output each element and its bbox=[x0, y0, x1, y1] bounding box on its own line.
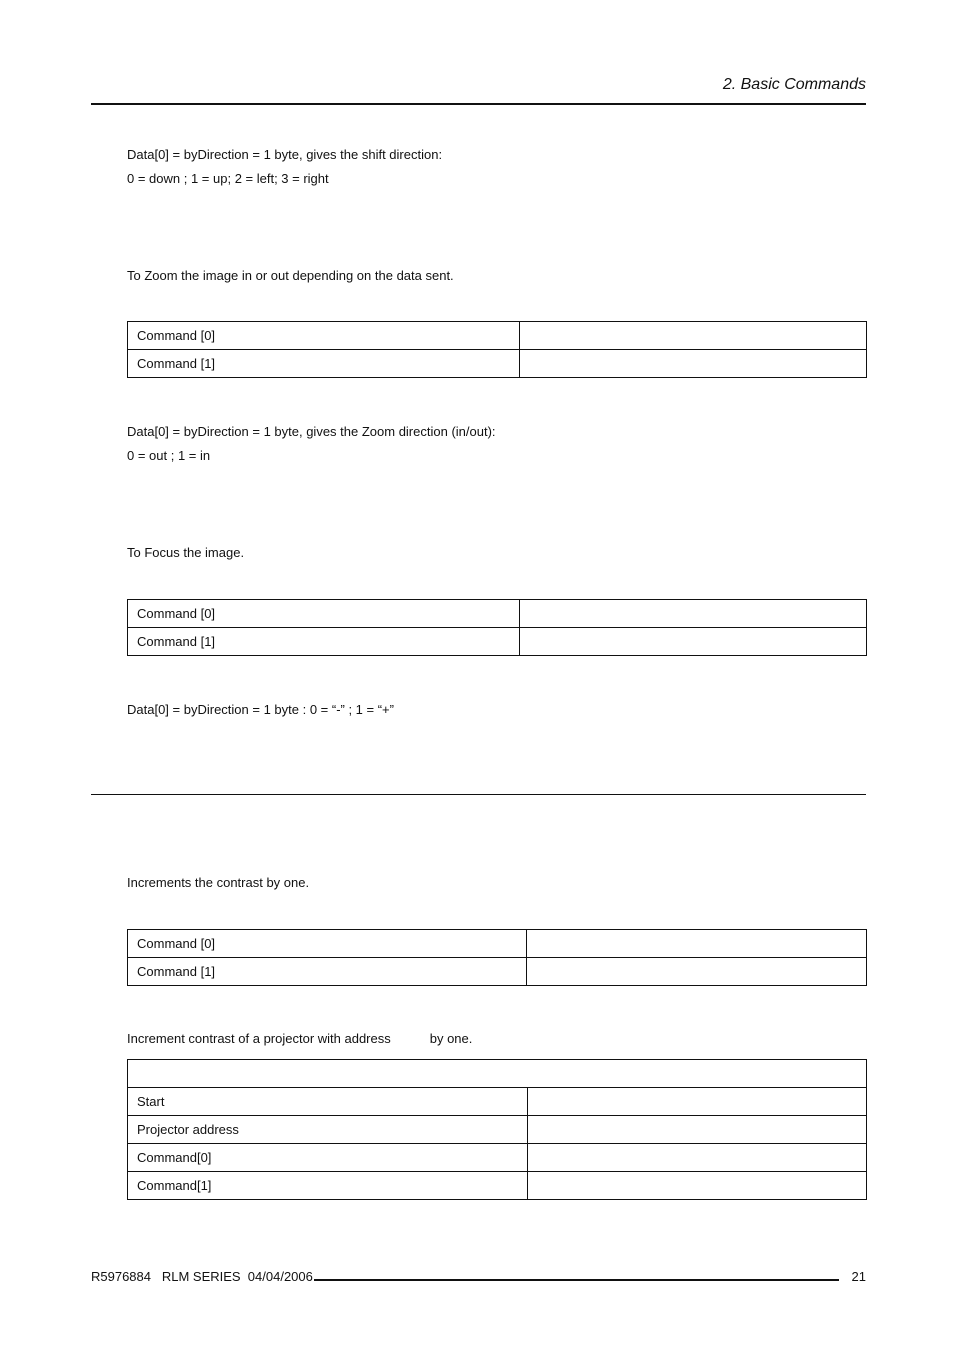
focus-command-table bbox=[127, 599, 867, 656]
table-row bbox=[128, 600, 867, 628]
table-row bbox=[128, 322, 867, 350]
focus-description: To Focus the image. bbox=[127, 545, 245, 560]
table-cell-label: Command[0] bbox=[128, 1144, 528, 1172]
zoom-command-table bbox=[127, 321, 867, 378]
table-row bbox=[128, 1144, 867, 1172]
table-cell-label: Start bbox=[128, 1088, 528, 1116]
shift-values-line: 0 = down ; 1 = up; 2 = left; 3 = right bbox=[127, 171, 329, 186]
table-cell-label: Command [1] bbox=[128, 628, 520, 656]
table-row bbox=[128, 1116, 867, 1144]
table-row bbox=[128, 1172, 867, 1200]
contrast-example-text bbox=[127, 1031, 472, 1047]
contrast-description: Increments the contrast by one. bbox=[127, 875, 310, 890]
footer-doc-info: R5976884 RLM SERIES 04/04/2006 bbox=[91, 1269, 313, 1284]
table-cell-label: Projector address bbox=[128, 1116, 528, 1144]
example-suffix: by one. bbox=[429, 1031, 473, 1046]
table-header-row bbox=[128, 1060, 867, 1088]
table-cell-value bbox=[528, 1144, 867, 1172]
focus-data-line: Data[0] = byDirection = 1 byte : 0 = “-” ; 1 = “+” bbox=[127, 702, 394, 717]
table-row bbox=[128, 930, 867, 958]
table-row bbox=[128, 958, 867, 986]
table-row bbox=[128, 1088, 867, 1116]
table-cell-value bbox=[528, 1116, 867, 1144]
zoom-description: To Zoom the image in or out depending on the data sent. bbox=[127, 268, 454, 283]
table-cell-value bbox=[520, 600, 867, 628]
table-cell-value bbox=[527, 930, 867, 958]
contrast-example-table bbox=[127, 1059, 867, 1200]
table-cell-value bbox=[527, 958, 867, 986]
shift-data-line: Data[0] = byDirection = 1 byte, gives the shift direction: bbox=[127, 147, 443, 162]
table-row bbox=[128, 350, 867, 378]
table-cell-label: Command [0] bbox=[128, 322, 520, 350]
table-cell-value bbox=[528, 1172, 867, 1200]
header-rule bbox=[91, 103, 866, 105]
table-cell-label: Command [1] bbox=[128, 958, 527, 986]
table-cell-label: Command[1] bbox=[128, 1172, 528, 1200]
example-prefix: Increment contrast of a projector with address bbox=[127, 1031, 391, 1046]
section-divider bbox=[91, 794, 866, 795]
footer-rule bbox=[314, 1279, 839, 1281]
chapter-title: 2. Basic Commands bbox=[722, 76, 866, 93]
table-cell-label: Command [0] bbox=[128, 600, 520, 628]
table-cell-value bbox=[520, 628, 867, 656]
table-cell-value bbox=[520, 350, 867, 378]
table-cell-value bbox=[528, 1088, 867, 1116]
zoom-values-line: 0 = out ; 1 = in bbox=[127, 448, 211, 463]
contrast-command-table bbox=[127, 929, 867, 986]
table-cell-value bbox=[520, 322, 867, 350]
table-header-cell bbox=[128, 1060, 867, 1088]
table-row bbox=[128, 628, 867, 656]
table-cell-label: Command [0] bbox=[128, 930, 527, 958]
zoom-data-line: Data[0] = byDirection = 1 byte, gives the Zoom direction (in/out): bbox=[127, 424, 496, 439]
page-number: 21 bbox=[851, 1269, 866, 1284]
table-cell-label: Command [1] bbox=[128, 350, 520, 378]
